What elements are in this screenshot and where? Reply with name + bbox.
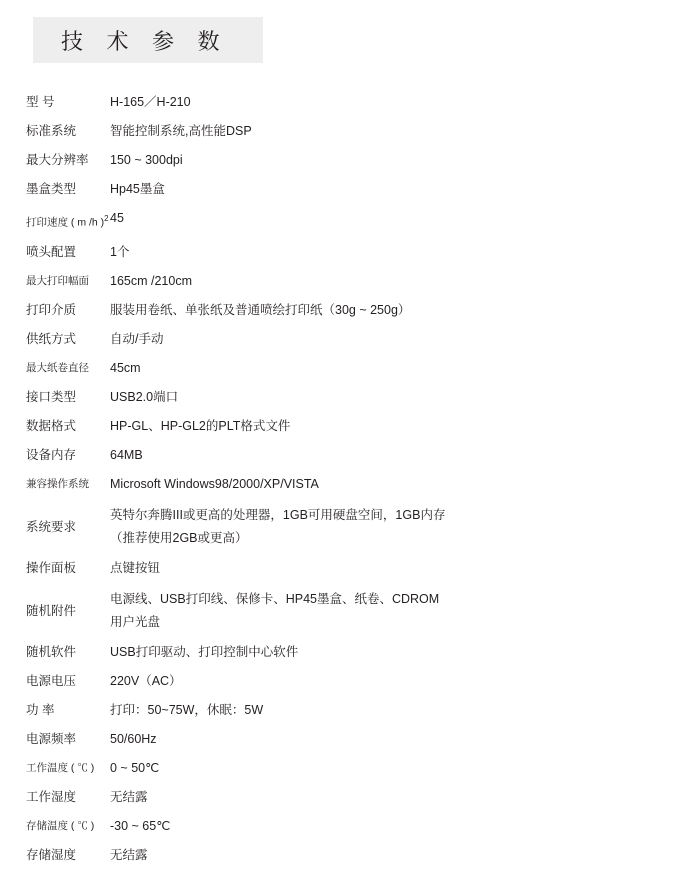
- spec-row-value: 150 ~ 300dpi: [110, 153, 183, 167]
- spec-row-value: -30 ~ 65℃: [110, 818, 171, 833]
- spec-row-label: 兼容操作系统: [26, 477, 89, 490]
- spec-row-label: 打印介质: [26, 302, 77, 317]
- spec-row-label: 设备内存: [26, 447, 77, 462]
- spec-row-label: 标准系统: [26, 124, 77, 138]
- spec-row: [0, 554, 700, 583]
- spec-row-label: 随机附件: [26, 603, 77, 618]
- spec-row-label: 电源电压: [26, 673, 77, 688]
- spec-row: [0, 583, 700, 638]
- spec-row-value-line: 用户光盘: [110, 614, 161, 629]
- spec-row-label: 最大打印幅面: [26, 274, 89, 287]
- spec-row-value: HP-GL、HP-GL2的PLT格式文件: [110, 418, 291, 433]
- spec-row: [0, 383, 700, 412]
- spec-row-value: USB打印驱动、打印控制中心软件: [110, 644, 299, 659]
- spec-row: [0, 696, 700, 725]
- page-title: 技 术 参 数: [61, 28, 229, 54]
- spec-row: [0, 841, 700, 870]
- spec-row-value: 50/60Hz: [110, 731, 157, 746]
- spec-row: [0, 354, 700, 383]
- spec-row-label-superscript: 2: [104, 214, 109, 223]
- spec-row-label: 接口类型: [26, 389, 77, 404]
- spec-row-value: 0 ~ 50℃: [110, 760, 160, 775]
- spec-row: [0, 667, 700, 696]
- spec-row-value: 220V（AC）: [110, 673, 182, 688]
- spec-row-label: 工作温度 ( ℃ ): [26, 761, 95, 774]
- spec-row: [0, 238, 700, 267]
- spec-row-value: [104, 588, 700, 634]
- spec-row-value-line: （推荐使用2GB或更高）: [110, 530, 248, 545]
- spec-row: [0, 412, 700, 441]
- spec-row-value: 165cm /210cm: [110, 273, 192, 288]
- spec-row-label: 操作面板: [26, 560, 77, 575]
- spec-row: [0, 499, 700, 554]
- spec-row-label: 供纸方式: [26, 331, 77, 346]
- spec-row-value: 服装用卷纸、单张纸及普通喷绘打印纸（30g ~ 250g）: [110, 302, 411, 317]
- page-title-box: [33, 17, 263, 63]
- spec-row-label: 系统要求: [26, 519, 77, 534]
- spec-row: [0, 754, 700, 783]
- spec-row-label: 电源频率: [26, 731, 77, 746]
- specification-table: [0, 88, 700, 870]
- spec-row: [0, 812, 700, 841]
- spec-row-label: 功 率: [26, 702, 55, 717]
- spec-row-label: 随机软件: [26, 644, 77, 659]
- spec-row: [0, 325, 700, 354]
- spec-row-value: 无结露: [110, 847, 148, 862]
- spec-row-label: 墨盒类型: [26, 182, 77, 196]
- spec-row: [0, 175, 700, 204]
- spec-row-label: 喷头配置: [26, 244, 77, 259]
- spec-row-label: 数据格式: [26, 418, 77, 433]
- spec-row: [0, 638, 700, 667]
- spec-row-label: 存储湿度: [26, 847, 77, 862]
- spec-row-value-line: 电源线、USB打印线、保修卡、HP45墨盒、纸卷、CDROM: [110, 591, 440, 606]
- spec-row-value: 智能控制系统,高性能DSP: [110, 124, 252, 138]
- spec-row-value: Hp45墨盒: [110, 182, 165, 196]
- spec-row: [0, 88, 700, 117]
- spec-row-value: 64MB: [110, 447, 143, 462]
- spec-row-value: 自动/手动: [110, 331, 164, 346]
- spec-row-value: USB2.0端口: [110, 389, 179, 404]
- spec-row: [0, 725, 700, 754]
- spec-row-value: 无结露: [110, 789, 148, 804]
- spec-row-value: 点键按钮: [110, 560, 161, 575]
- spec-row-label: 型 号: [26, 95, 55, 109]
- spec-row-value: 1个: [110, 244, 130, 259]
- spec-row-label: 最大分辨率: [26, 153, 89, 167]
- spec-row-label: 存储温度 ( ℃ ): [26, 819, 95, 832]
- spec-row-value: 打印：50~75W，休眠：5W: [110, 702, 264, 717]
- spec-row: [0, 470, 700, 499]
- spec-row-value-line: 英特尔奔腾III或更高的处理器，1GB可用硬盘空间，1GB内存: [110, 507, 446, 522]
- spec-row-value: 45cm: [110, 360, 141, 375]
- spec-row: [0, 117, 700, 146]
- spec-row-value: 45: [110, 211, 124, 225]
- spec-row: [0, 146, 700, 175]
- spec-row: [0, 296, 700, 325]
- spec-row: [0, 267, 700, 296]
- spec-row-label: 最大纸卷直径: [26, 361, 89, 374]
- spec-row-label: 打印速度 ( m /h )$^2$: [26, 214, 109, 229]
- spec-row: [0, 783, 700, 812]
- spec-row-label: 工作湿度: [26, 789, 77, 804]
- spec-row-value: [104, 504, 700, 550]
- spec-row-value: Microsoft Windows98/2000/XP/VISTA: [110, 476, 319, 491]
- spec-row: [0, 441, 700, 470]
- spec-row: [0, 204, 700, 238]
- spec-row-value: H-165／H-210: [110, 95, 191, 109]
